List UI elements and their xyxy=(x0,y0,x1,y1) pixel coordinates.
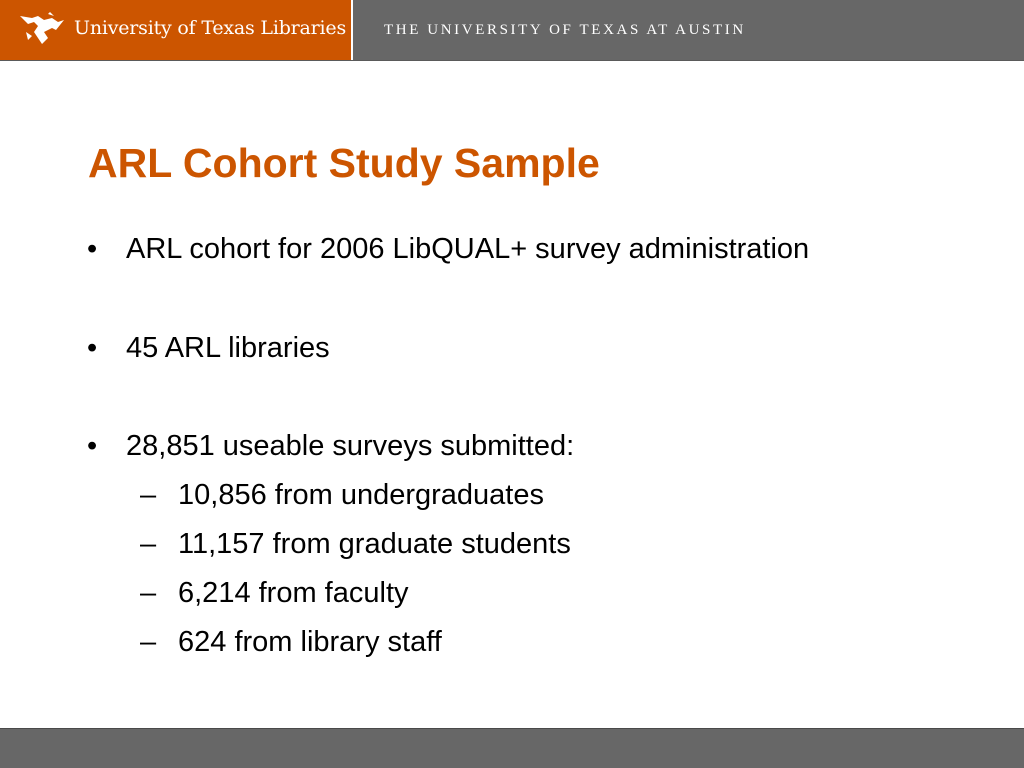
sub-bullet-text: 624 from library staff xyxy=(178,626,442,658)
slide-title: ARL Cohort Study Sample xyxy=(88,140,600,186)
sub-bullet-marker: – xyxy=(140,528,157,560)
bullet-marker: • xyxy=(87,430,98,462)
sub-bullet-text: 6,214 from faculty xyxy=(178,577,409,609)
sub-bullet-marker: – xyxy=(140,479,157,511)
bullet-marker: • xyxy=(87,332,98,364)
bullet-marker: • xyxy=(87,233,98,265)
institution-name: THE UNIVERSITY OF TEXAS AT AUSTIN xyxy=(384,22,746,38)
sub-bullet-marker: – xyxy=(140,626,157,658)
sub-bullet-marker: – xyxy=(140,577,157,609)
bullet-text: 28,851 useable surveys submitted: xyxy=(126,430,575,462)
bullet-text: 45 ARL libraries xyxy=(126,332,330,364)
bullet-text: ARL cohort for 2006 LibQUAL+ survey administration xyxy=(126,233,810,265)
sub-bullet-text: 11,157 from graduate students xyxy=(178,528,571,560)
sub-bullet-text: 10,856 from undergraduates xyxy=(178,479,544,511)
footer-bar xyxy=(0,728,1024,768)
library-name: University of Texas Libraries xyxy=(74,17,347,39)
